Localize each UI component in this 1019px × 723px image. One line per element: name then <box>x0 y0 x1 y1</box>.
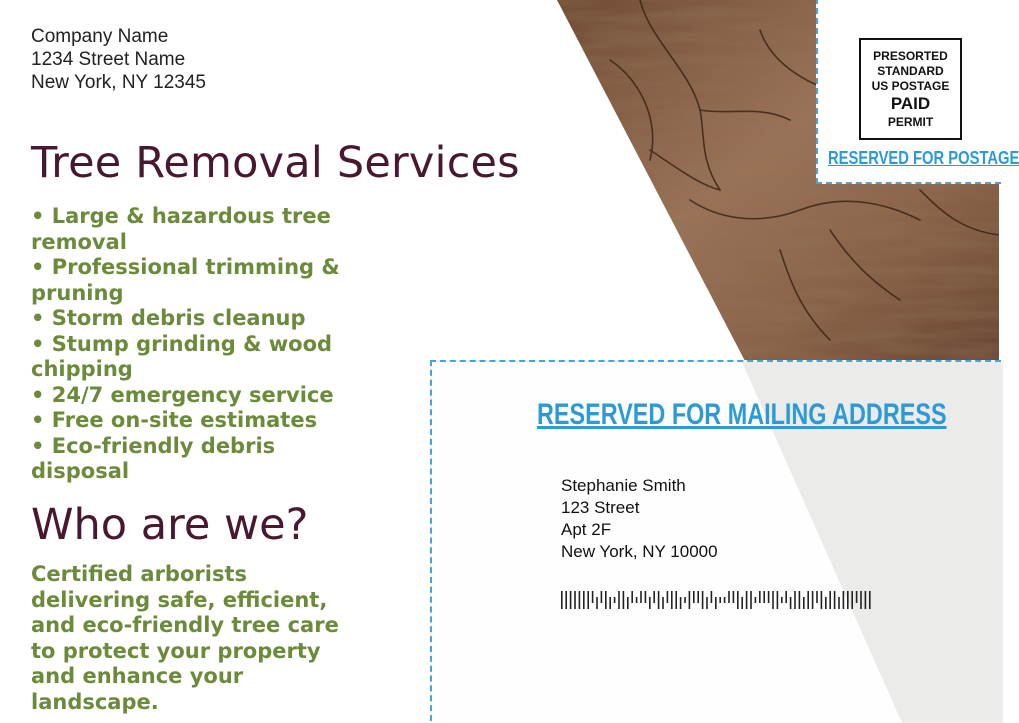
barcode-bar <box>728 591 730 603</box>
barcode-bar <box>843 591 845 609</box>
barcode-bar <box>702 591 704 609</box>
service-item: • Stump grinding & wood chipping <box>31 331 333 381</box>
barcode-bar <box>768 591 770 603</box>
barcode-bar <box>821 591 823 609</box>
barcode-bar <box>583 591 585 609</box>
barcode-bar <box>790 597 792 609</box>
return-address-line: Company Name <box>31 26 169 47</box>
barcode-bar <box>565 591 567 609</box>
return-address <box>31 25 206 94</box>
barcode-bar <box>724 597 726 603</box>
barcode-bar <box>746 591 748 609</box>
barcode-bar <box>763 591 765 603</box>
service-item: • 24/7 emergency service <box>31 382 334 407</box>
recipient-line: 123 Street <box>561 498 640 517</box>
barcode-bar <box>834 591 836 609</box>
barcode-bar <box>865 591 867 609</box>
reserved-mailing-label: RESERVED FOR MAILING ADDRESS <box>537 398 947 431</box>
service-item: • Free on-site estimates <box>31 408 318 432</box>
barcode-bar <box>741 597 743 609</box>
postage-indicia <box>859 38 962 140</box>
barcode-bar <box>579 591 581 609</box>
service-item: • Eco-friendly debris disposal <box>31 433 276 483</box>
barcode-bar <box>662 597 664 609</box>
barcode-bar <box>812 591 814 609</box>
barcode-bar <box>570 591 572 609</box>
recipient-line: Apt 2F <box>561 520 612 539</box>
barcode-bar <box>772 591 774 609</box>
barcode-bar <box>693 591 695 603</box>
barcode-bar <box>636 597 638 603</box>
recipient-line: New York, NY 10000 <box>561 542 718 561</box>
return-address-line: New York, NY 12345 <box>31 72 206 93</box>
recipient-address <box>561 475 718 563</box>
barcode-bar <box>675 591 677 609</box>
barcode-bar <box>803 597 805 609</box>
about-text: Certified arborists delivering safe, efficient, and eco-friendly tree care to protect your property and enhance your landscape. <box>31 562 339 714</box>
barcode-bar <box>719 597 721 603</box>
barcode-bar <box>750 591 752 609</box>
barcode-bar <box>684 597 686 603</box>
indicia-line: PERMIT <box>887 115 934 129</box>
barcode-bar <box>697 591 699 603</box>
barcode-bar <box>711 591 713 603</box>
who-heading: Who are we? <box>31 500 309 550</box>
service-item: • Professional trimming & pruning <box>31 255 340 305</box>
barcode-bar <box>781 597 783 603</box>
barcode-bar <box>737 591 739 609</box>
indicia-line: US POSTAGE <box>871 79 950 93</box>
barcode-bar <box>733 591 735 603</box>
barcode-bar <box>777 591 779 609</box>
barcode-bar <box>838 597 840 609</box>
barcode-bar <box>807 591 809 609</box>
barcode-bar <box>680 597 682 609</box>
barcode-bar <box>869 591 871 609</box>
barcode-bar <box>592 591 594 603</box>
barcode-bar <box>561 591 563 609</box>
return-address-line: 1234 Street Name <box>31 49 186 70</box>
barcode-bar <box>667 591 669 603</box>
barcode-bar <box>645 591 647 603</box>
barcode-bar <box>851 591 853 609</box>
barcode-bar <box>596 597 598 609</box>
barcode-bar <box>706 597 708 609</box>
barcode-bar <box>755 597 757 603</box>
barcode-bar <box>609 597 611 609</box>
indicia-line: PAID <box>890 94 931 113</box>
barcode-bar <box>587 591 589 609</box>
barcode-bar <box>605 591 607 609</box>
barcode-bar <box>601 591 603 603</box>
indicia-line: PRESORTED <box>873 49 948 63</box>
barcode-bar <box>618 591 620 609</box>
barcode-bar <box>799 591 801 609</box>
barcode-bar <box>631 591 633 603</box>
barcode-bar <box>574 591 576 609</box>
barcode-bar <box>640 591 642 603</box>
service-item: • Large & hazardous tree removal <box>31 204 331 254</box>
barcode-bar <box>794 591 796 609</box>
recipient-line: Stephanie Smith <box>561 476 686 495</box>
barcode-bar <box>759 591 761 603</box>
barcode-bar <box>627 597 629 609</box>
barcode-bar <box>816 591 818 603</box>
barcode-bar <box>623 591 625 609</box>
barcode-bar <box>715 597 717 609</box>
barcode-bar <box>785 591 787 603</box>
barcode-bar <box>860 591 862 609</box>
barcode-icon <box>561 591 877 609</box>
barcode-bar <box>649 597 651 609</box>
barcode-bar <box>653 591 655 603</box>
barcode-bar <box>658 591 660 609</box>
services-list <box>31 204 361 485</box>
headline: Tree Removal Services <box>31 138 520 188</box>
indicia-line: STANDARD <box>877 64 944 78</box>
barcode-bar <box>825 597 827 609</box>
barcode-bar <box>847 591 849 609</box>
barcode-bar <box>856 591 858 603</box>
reserved-postage-label: RESERVED FOR POSTAGE <box>828 148 1019 168</box>
barcode-bar <box>614 597 616 603</box>
service-item: • Storm debris cleanup <box>31 306 306 330</box>
barcode-bar <box>671 591 673 609</box>
barcode-bar <box>689 591 691 609</box>
barcode-bar <box>829 591 831 609</box>
